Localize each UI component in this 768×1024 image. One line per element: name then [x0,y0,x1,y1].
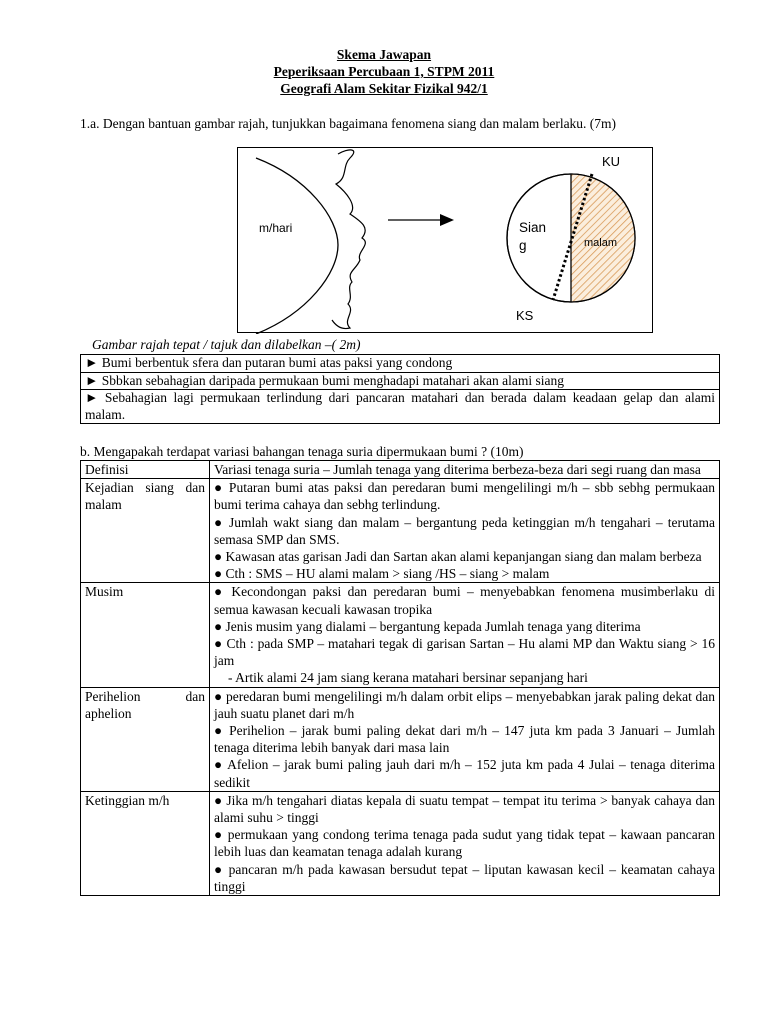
point-cell: ► Sebahagian lagi permukaan terlindung dari pancaran matahari dan berada dalam keadaan gelap dan alami malam. [81,390,720,424]
north-pole-label: KU [602,154,621,169]
term-cell: Kejadian siang dan malam [81,479,210,583]
table-row [81,687,720,791]
table-row [81,461,720,479]
content-cell: Variasi tenaga suria – Jumlah tenaga yang diterima berbeza-beza dari segi ruang dan masa [210,461,720,479]
table-row [81,791,720,895]
sun-label: m/hari [259,221,293,235]
day-night-diagram [237,147,653,333]
document-header [0,46,768,97]
table-row [81,372,720,390]
arrow-head [440,214,454,226]
south-pole-label: KS [516,308,534,323]
day-label-1: Sian [519,220,547,235]
figure-caption: Gambar rajah tepat / tajuk dan dilabelkan –( 2m) [92,337,361,352]
content-cell: ● Kecondongan paksi dan peredaran bumi – menyebabkan fenomena musimberlaku di semua kawasan kecuali kawasan tropika ● Jenis musim yang dialami – bergantung kepada Jumlah tenaga yang diterima ● Cth : pada SMP – matahari tegak di garisan Sartan – Hu alami MP dan Waktu siang > 16 jam - Artik alami 24 jam siang kerana matahari bersinar sepanjang hari [210,583,720,687]
points-table-1a [80,354,720,424]
header-subject: Geografi Alam Sekitar Fizikal 942/1 [280,81,488,96]
term-cell: Perihelion dan aphelion [81,687,210,791]
content-cell: ● Jika m/h tengahari diatas kepala di suatu tempat – tempat itu terima > banyak cahaya dan alami suhu > tinggi ● permukaan yang condong terima tenaga pada sudut yang tidak tepat – kawaan pancaran lebih luas dan keamatan tenaga adalah kurang ● pancaran m/h pada kawasan bersudut tepat – liputan kawasan kecil – keamatan cahaya tinggi [210,791,720,895]
question-1a: 1.a. Dengan bantuan gambar rajah, tunjukkan bagaimana fenomena siang dan malam berlaku. (7m) [80,116,617,131]
day-label-2: g [519,238,527,253]
table-row [81,355,720,373]
table-row [81,479,720,583]
answer-table-1b [80,460,720,896]
table-row [81,583,720,687]
header-exam: Peperiksaan Percubaan 1, STPM 2011 [273,64,495,79]
term-cell: Ketinggian m/h [81,791,210,895]
term-cell: Musim [81,583,210,687]
point-cell: ► Sbbkan sebahagian daripada permukaan bumi menghadapi matahari akan alami siang [81,372,720,390]
table-row [81,390,720,424]
term-cell: Definisi [81,461,210,479]
question-1b: b. Mengapakah terdapat variasi bahangan tenaga suria dipermukaan bumi ? (10m) [80,444,524,459]
header-title: Skema Jawapan [336,47,432,62]
point-cell: ► Bumi berbentuk sfera dan putaran bumi atas paksi yang condong [81,355,720,373]
content-cell: ● peredaran bumi mengelilingi m/h dalam orbit elips – menyebabkan jarak paling dekat dan jauh suatu planet dari m/h ● Perihelion – jarak bumi paling dekat dari m/h – 147 juta km pada 3 Januari – Jumlah tenaga diterima lebih banyak dari masa lain ● Afelion – jarak bumi paling jauh dari m/h – 152 juta km pada 4 Julai – tenaga diterima sedikit [210,687,720,791]
sun-arc [256,158,338,334]
night-label: malam [584,237,618,249]
content-cell: ● Putaran bumi atas paksi dan peredaran bumi mengelilingi m/h – sbb sebhg permukaan bumi terima cahaya dan sebhg terlindung. ● Jumlah wakt siang dan malam – bergantung peda ketinggian m/h tengahari – terutama semasa SMP dan SMS. ● Kawasan atas garisan Jadi dan Sartan akan alami kepanjangan siang dan malam berbeza ● Cth : SMS – HU alami malam > siang /HS – siang > malam [210,479,720,583]
